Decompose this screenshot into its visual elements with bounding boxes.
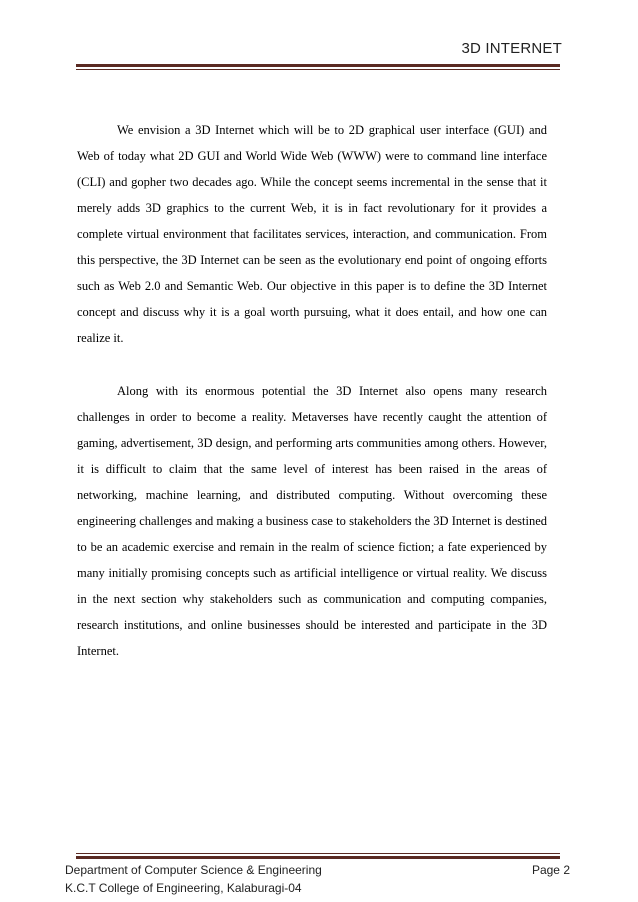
footer-college: K.C.T College of Engineering, Kalaburagi-04 — [65, 881, 302, 895]
footer-rule-thin — [76, 853, 560, 854]
body-paragraph-1: We envision a 3D Internet which will be to 2D graphical user interface (GUI) and Web of today what 2D GUI and World Wide Web (WWW) were to command line interface (CLI) and gopher two decades ago. While the concept seems incremental in the sense that it merely adds 3D graphics to the current Web, it is in fact revolutionary for it provides a complete virtual environment that facilitates services, interaction, and communication. From this perspective, the 3D Internet can be seen as the evolutionary end point of ongoing efforts such as Web 2.0 and Semantic Web. Our objective in this paper is to define the 3D Internet concept and discuss why it is a goal worth pursuing, what it does entail, and how one can realize it. — [77, 123, 547, 345]
header-rule-thin — [76, 69, 560, 70]
header-rule-thick — [76, 64, 560, 67]
body-paragraph-2: Along with its enormous potential the 3D Internet also opens many research challenges in order to become a reality. Metaverses have recently caught the attention of gaming, advertisement, 3D design, and performing arts communities among others. However, it is difficult to claim that the same level of interest has been raised in the areas of networking, machine learning, and distributed computing. Without overcoming these engineering challenges and making a business case to stakeholders the 3D Internet is destined to be an academic exercise and remain in the realm of science fiction; a fate experienced by many initially promising concepts such as artificial intelligence or virtual reality. We discuss in the next section why stakeholders such as communication and computing companies, research institutions, and online businesses should be interested and participate in the 3D Internet. — [77, 384, 547, 658]
footer-page-number: Page 2 — [531, 863, 570, 877]
footer-department: Department of Computer Science & Engineering — [65, 863, 322, 877]
running-header-title: 3D INTERNET — [461, 40, 562, 57]
footer-rule-thick — [76, 856, 560, 859]
